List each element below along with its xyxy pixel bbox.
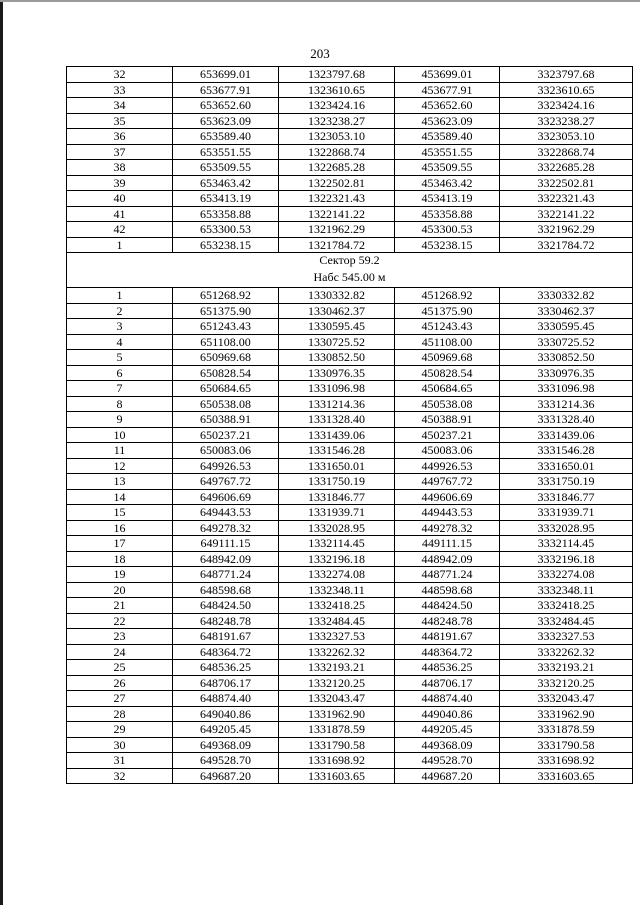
x-coordinate-cell: 653300.53 (173, 222, 279, 238)
x-coordinate-cell: 648771.24 (173, 567, 279, 583)
y-coordinate-alt-cell: 3332418.25 (500, 598, 633, 614)
x-coordinate-cell: 653551.55 (173, 144, 279, 160)
y-coordinate-cell: 1331962.90 (279, 706, 395, 722)
table-row (67, 237, 633, 253)
x-coordinate-cell: 653509.55 (173, 160, 279, 176)
y-coordinate-cell: 1332193.21 (279, 660, 395, 676)
y-coordinate-cell: 1331790.58 (279, 737, 395, 753)
x-coordinate-cell: 653413.19 (173, 191, 279, 207)
point-number-cell: 1 (67, 237, 173, 253)
table-row (67, 536, 633, 552)
x-coordinate-alt-cell: 448364.72 (395, 644, 500, 660)
table-row (67, 365, 633, 381)
y-coordinate-cell: 1332028.95 (279, 520, 395, 536)
point-number-cell: 38 (67, 160, 173, 176)
point-number-cell: 18 (67, 551, 173, 567)
y-coordinate-alt-cell: 3331214.36 (500, 396, 633, 412)
page-number: 203 (310, 46, 330, 61)
table-row (67, 412, 633, 428)
x-coordinate-cell: 650538.08 (173, 396, 279, 412)
y-coordinate-alt-cell: 3323424.16 (500, 98, 633, 114)
x-coordinate-cell: 648874.40 (173, 691, 279, 707)
table-row (67, 129, 633, 145)
y-coordinate-alt-cell: 3331328.40 (500, 412, 633, 428)
x-coordinate-alt-cell: 449040.86 (395, 706, 500, 722)
x-coordinate-alt-cell: 448424.50 (395, 598, 500, 614)
x-coordinate-cell: 649606.69 (173, 489, 279, 505)
x-coordinate-cell: 648706.17 (173, 675, 279, 691)
table-row (67, 582, 633, 598)
x-coordinate-alt-cell: 450388.91 (395, 412, 500, 428)
x-coordinate-alt-cell: 453509.55 (395, 160, 500, 176)
x-coordinate-alt-cell: 449205.45 (395, 722, 500, 738)
x-coordinate-alt-cell: 451375.90 (395, 303, 500, 319)
y-coordinate-alt-cell: 3332114.45 (500, 536, 633, 552)
y-coordinate-alt-cell: 3323610.65 (500, 82, 633, 98)
y-coordinate-alt-cell: 3332274.08 (500, 567, 633, 583)
x-coordinate-cell: 650237.21 (173, 427, 279, 443)
y-coordinate-alt-cell: 3331439.06 (500, 427, 633, 443)
y-coordinate-alt-cell: 3323797.68 (500, 67, 633, 83)
x-coordinate-cell: 649926.53 (173, 458, 279, 474)
y-coordinate-alt-cell: 3331878.59 (500, 722, 633, 738)
table-row (67, 722, 633, 738)
x-coordinate-alt-cell: 448942.09 (395, 551, 500, 567)
y-coordinate-cell: 1322685.28 (279, 160, 395, 176)
point-number-cell: 6 (67, 365, 173, 381)
x-coordinate-alt-cell: 448248.78 (395, 613, 500, 629)
table-row (67, 160, 633, 176)
y-coordinate-alt-cell: 3330725.52 (500, 334, 633, 350)
x-coordinate-cell: 650388.91 (173, 412, 279, 428)
y-coordinate-cell: 1322321.43 (279, 191, 395, 207)
x-coordinate-cell: 649111.15 (173, 536, 279, 552)
table-row (67, 474, 633, 490)
x-coordinate-alt-cell: 453300.53 (395, 222, 500, 238)
y-coordinate-alt-cell: 3332484.45 (500, 613, 633, 629)
point-number-cell: 3 (67, 319, 173, 335)
table-row (67, 737, 633, 753)
y-coordinate-cell: 1323053.10 (279, 129, 395, 145)
y-coordinate-cell: 1331546.28 (279, 443, 395, 459)
y-coordinate-cell: 1331698.92 (279, 753, 395, 769)
y-coordinate-cell: 1322141.22 (279, 206, 395, 222)
point-number-cell: 35 (67, 113, 173, 129)
table-row (67, 206, 633, 222)
y-coordinate-cell: 1323797.68 (279, 67, 395, 83)
y-coordinate-alt-cell: 3322321.43 (500, 191, 633, 207)
x-coordinate-alt-cell: 453551.55 (395, 144, 500, 160)
x-coordinate-cell: 649040.86 (173, 706, 279, 722)
y-coordinate-alt-cell: 3331790.58 (500, 737, 633, 753)
y-coordinate-alt-cell: 3332196.18 (500, 551, 633, 567)
y-coordinate-alt-cell: 3332193.21 (500, 660, 633, 676)
x-coordinate-cell: 648598.68 (173, 582, 279, 598)
y-coordinate-cell: 1330332.82 (279, 288, 395, 304)
x-coordinate-alt-cell: 453413.19 (395, 191, 500, 207)
y-coordinate-alt-cell: 3322868.74 (500, 144, 633, 160)
x-coordinate-alt-cell: 450684.65 (395, 381, 500, 397)
x-coordinate-cell: 648248.78 (173, 613, 279, 629)
x-coordinate-alt-cell: 450828.54 (395, 365, 500, 381)
x-coordinate-cell: 650969.68 (173, 350, 279, 366)
y-coordinate-alt-cell: 3331750.19 (500, 474, 633, 490)
table-body-after-sector (67, 288, 633, 784)
coordinates-table (66, 66, 633, 784)
y-coordinate-cell: 1321962.29 (279, 222, 395, 238)
y-coordinate-cell: 1331214.36 (279, 396, 395, 412)
point-number-cell: 26 (67, 675, 173, 691)
y-coordinate-alt-cell: 3331603.65 (500, 768, 633, 784)
y-coordinate-cell: 1323610.65 (279, 82, 395, 98)
y-coordinate-cell: 1332348.11 (279, 582, 395, 598)
y-coordinate-cell: 1332418.25 (279, 598, 395, 614)
table-row (67, 113, 633, 129)
x-coordinate-alt-cell: 448536.25 (395, 660, 500, 676)
sector-header-cell (67, 253, 633, 288)
point-number-cell: 32 (67, 67, 173, 83)
y-coordinate-alt-cell: 3330852.50 (500, 350, 633, 366)
point-number-cell: 14 (67, 489, 173, 505)
table-row (67, 458, 633, 474)
y-coordinate-cell: 1332120.25 (279, 675, 395, 691)
table-row (67, 443, 633, 459)
x-coordinate-alt-cell: 449606.69 (395, 489, 500, 505)
x-coordinate-alt-cell: 448191.67 (395, 629, 500, 645)
x-coordinate-cell: 650083.06 (173, 443, 279, 459)
y-coordinate-alt-cell: 3332348.11 (500, 582, 633, 598)
x-coordinate-cell: 650828.54 (173, 365, 279, 381)
y-coordinate-alt-cell: 3331650.01 (500, 458, 633, 474)
y-coordinate-alt-cell: 3323053.10 (500, 129, 633, 145)
x-coordinate-cell: 653652.60 (173, 98, 279, 114)
x-coordinate-alt-cell: 453623.09 (395, 113, 500, 129)
table-row (67, 706, 633, 722)
y-coordinate-alt-cell: 3330976.35 (500, 365, 633, 381)
point-number-cell: 16 (67, 520, 173, 536)
table-row (67, 644, 633, 660)
point-number-cell: 34 (67, 98, 173, 114)
table-row (67, 691, 633, 707)
table-row (67, 303, 633, 319)
y-coordinate-alt-cell: 3322685.28 (500, 160, 633, 176)
y-coordinate-cell: 1322502.81 (279, 175, 395, 191)
table-row (67, 67, 633, 83)
x-coordinate-alt-cell: 449528.70 (395, 753, 500, 769)
y-coordinate-cell: 1332196.18 (279, 551, 395, 567)
table-row (67, 191, 633, 207)
x-coordinate-alt-cell: 453589.40 (395, 129, 500, 145)
y-coordinate-cell: 1322868.74 (279, 144, 395, 160)
table-row (67, 288, 633, 304)
table-body-before-sector (67, 67, 633, 253)
x-coordinate-cell: 651268.92 (173, 288, 279, 304)
point-number-cell: 33 (67, 82, 173, 98)
y-coordinate-cell: 1331439.06 (279, 427, 395, 443)
y-coordinate-cell: 1332262.32 (279, 644, 395, 660)
point-number-cell: 39 (67, 175, 173, 191)
table-row (67, 489, 633, 505)
y-coordinate-alt-cell: 3332120.25 (500, 675, 633, 691)
y-coordinate-alt-cell: 3330332.82 (500, 288, 633, 304)
point-number-cell: 11 (67, 443, 173, 459)
x-coordinate-cell: 648942.09 (173, 551, 279, 567)
table-row (67, 660, 633, 676)
point-number-cell: 27 (67, 691, 173, 707)
table-row (67, 505, 633, 521)
y-coordinate-cell: 1330976.35 (279, 365, 395, 381)
y-coordinate-cell: 1331096.98 (279, 381, 395, 397)
point-number-cell: 32 (67, 768, 173, 784)
y-coordinate-alt-cell: 3331939.71 (500, 505, 633, 521)
table-row (67, 427, 633, 443)
table-row (67, 222, 633, 238)
point-number-cell: 15 (67, 505, 173, 521)
table-row (67, 551, 633, 567)
y-coordinate-cell: 1330725.52 (279, 334, 395, 350)
x-coordinate-alt-cell: 451108.00 (395, 334, 500, 350)
y-coordinate-cell: 1331603.65 (279, 768, 395, 784)
x-coordinate-alt-cell: 453652.60 (395, 98, 500, 114)
y-coordinate-alt-cell: 3332028.95 (500, 520, 633, 536)
table-row (67, 334, 633, 350)
point-number-cell: 41 (67, 206, 173, 222)
table-row (67, 144, 633, 160)
table-row (67, 598, 633, 614)
x-coordinate-cell: 653677.91 (173, 82, 279, 98)
y-coordinate-alt-cell: 3332262.32 (500, 644, 633, 660)
x-coordinate-alt-cell: 451268.92 (395, 288, 500, 304)
x-coordinate-alt-cell: 453463.42 (395, 175, 500, 191)
point-number-cell: 36 (67, 129, 173, 145)
y-coordinate-cell: 1332327.53 (279, 629, 395, 645)
x-coordinate-cell: 649443.53 (173, 505, 279, 521)
x-coordinate-cell: 649528.70 (173, 753, 279, 769)
x-coordinate-alt-cell: 449687.20 (395, 768, 500, 784)
x-coordinate-cell: 648191.67 (173, 629, 279, 645)
point-number-cell: 28 (67, 706, 173, 722)
y-coordinate-alt-cell: 3321784.72 (500, 237, 633, 253)
x-coordinate-cell: 653589.40 (173, 129, 279, 145)
point-number-cell: 13 (67, 474, 173, 490)
y-coordinate-cell: 1332274.08 (279, 567, 395, 583)
x-coordinate-cell: 648536.25 (173, 660, 279, 676)
table-row (67, 629, 633, 645)
y-coordinate-alt-cell: 3323238.27 (500, 113, 633, 129)
x-coordinate-cell: 651108.00 (173, 334, 279, 350)
x-coordinate-cell: 653463.42 (173, 175, 279, 191)
point-number-cell: 30 (67, 737, 173, 753)
y-coordinate-cell: 1332043.47 (279, 691, 395, 707)
point-number-cell: 31 (67, 753, 173, 769)
x-coordinate-alt-cell: 453358.88 (395, 206, 500, 222)
y-coordinate-cell: 1323238.27 (279, 113, 395, 129)
point-number-cell: 25 (67, 660, 173, 676)
scan-left-edge (0, 0, 3, 905)
y-coordinate-cell: 1332114.45 (279, 536, 395, 552)
sector-elevation: Набс 545.00 м (313, 270, 386, 284)
x-coordinate-alt-cell: 449368.09 (395, 737, 500, 753)
point-number-cell: 2 (67, 303, 173, 319)
y-coordinate-cell: 1331750.19 (279, 474, 395, 490)
table-row (67, 675, 633, 691)
y-coordinate-cell: 1330595.45 (279, 319, 395, 335)
y-coordinate-cell: 1332484.45 (279, 613, 395, 629)
y-coordinate-alt-cell: 3331846.77 (500, 489, 633, 505)
y-coordinate-alt-cell: 3332043.47 (500, 691, 633, 707)
y-coordinate-alt-cell: 3330595.45 (500, 319, 633, 335)
table-row (67, 768, 633, 784)
table-row (67, 520, 633, 536)
table-row (67, 753, 633, 769)
y-coordinate-alt-cell: 3322141.22 (500, 206, 633, 222)
x-coordinate-alt-cell: 448706.17 (395, 675, 500, 691)
x-coordinate-cell: 650684.65 (173, 381, 279, 397)
y-coordinate-cell: 1331939.71 (279, 505, 395, 521)
y-coordinate-alt-cell: 3332327.53 (500, 629, 633, 645)
point-number-cell: 19 (67, 567, 173, 583)
x-coordinate-cell: 653358.88 (173, 206, 279, 222)
x-coordinate-alt-cell: 449926.53 (395, 458, 500, 474)
point-number-cell: 24 (67, 644, 173, 660)
x-coordinate-cell: 651375.90 (173, 303, 279, 319)
x-coordinate-cell: 653623.09 (173, 113, 279, 129)
point-number-cell: 8 (67, 396, 173, 412)
y-coordinate-alt-cell: 3331546.28 (500, 443, 633, 459)
x-coordinate-cell: 649767.72 (173, 474, 279, 490)
point-number-cell: 37 (67, 144, 173, 160)
x-coordinate-cell: 649278.32 (173, 520, 279, 536)
x-coordinate-alt-cell: 453699.01 (395, 67, 500, 83)
x-coordinate-cell: 653699.01 (173, 67, 279, 83)
point-number-cell: 20 (67, 582, 173, 598)
point-number-cell: 17 (67, 536, 173, 552)
table-row (67, 175, 633, 191)
y-coordinate-cell: 1330462.37 (279, 303, 395, 319)
point-number-cell: 10 (67, 427, 173, 443)
point-number-cell: 9 (67, 412, 173, 428)
x-coordinate-alt-cell: 450538.08 (395, 396, 500, 412)
x-coordinate-alt-cell: 450083.06 (395, 443, 500, 459)
x-coordinate-alt-cell: 453677.91 (395, 82, 500, 98)
table-row (67, 82, 633, 98)
point-number-cell: 1 (67, 288, 173, 304)
sector-title: Сектор 59.2 (319, 253, 380, 267)
x-coordinate-alt-cell: 448874.40 (395, 691, 500, 707)
y-coordinate-cell: 1331846.77 (279, 489, 395, 505)
table-row (67, 567, 633, 583)
y-coordinate-alt-cell: 3330462.37 (500, 303, 633, 319)
point-number-cell: 5 (67, 350, 173, 366)
y-coordinate-cell: 1323424.16 (279, 98, 395, 114)
table-row (67, 319, 633, 335)
y-coordinate-alt-cell: 3331962.90 (500, 706, 633, 722)
point-number-cell: 4 (67, 334, 173, 350)
table-row (67, 613, 633, 629)
x-coordinate-alt-cell: 451243.43 (395, 319, 500, 335)
table-row (67, 350, 633, 366)
y-coordinate-alt-cell: 3331698.92 (500, 753, 633, 769)
point-number-cell: 23 (67, 629, 173, 645)
x-coordinate-cell: 651243.43 (173, 319, 279, 335)
y-coordinate-cell: 1331650.01 (279, 458, 395, 474)
y-coordinate-cell: 1321784.72 (279, 237, 395, 253)
table-row (67, 381, 633, 397)
x-coordinate-cell: 653238.15 (173, 237, 279, 253)
x-coordinate-alt-cell: 449443.53 (395, 505, 500, 521)
x-coordinate-cell: 648424.50 (173, 598, 279, 614)
x-coordinate-cell: 649368.09 (173, 737, 279, 753)
sector-header-row (67, 253, 633, 288)
point-number-cell: 22 (67, 613, 173, 629)
scan-top-edge (0, 0, 640, 2)
y-coordinate-alt-cell: 3331096.98 (500, 381, 633, 397)
x-coordinate-cell: 648364.72 (173, 644, 279, 660)
x-coordinate-alt-cell: 453238.15 (395, 237, 500, 253)
point-number-cell: 42 (67, 222, 173, 238)
y-coordinate-alt-cell: 3322502.81 (500, 175, 633, 191)
x-coordinate-alt-cell: 449278.32 (395, 520, 500, 536)
x-coordinate-alt-cell: 448771.24 (395, 567, 500, 583)
x-coordinate-alt-cell: 450237.21 (395, 427, 500, 443)
y-coordinate-cell: 1330852.50 (279, 350, 395, 366)
y-coordinate-alt-cell: 3321962.29 (500, 222, 633, 238)
y-coordinate-cell: 1331878.59 (279, 722, 395, 738)
point-number-cell: 21 (67, 598, 173, 614)
table-row (67, 98, 633, 114)
x-coordinate-cell: 649205.45 (173, 722, 279, 738)
point-number-cell: 29 (67, 722, 173, 738)
point-number-cell: 12 (67, 458, 173, 474)
sector-header-group (67, 253, 633, 288)
table-row (67, 396, 633, 412)
point-number-cell: 40 (67, 191, 173, 207)
point-number-cell: 7 (67, 381, 173, 397)
y-coordinate-cell: 1331328.40 (279, 412, 395, 428)
x-coordinate-alt-cell: 448598.68 (395, 582, 500, 598)
x-coordinate-alt-cell: 450969.68 (395, 350, 500, 366)
x-coordinate-cell: 649687.20 (173, 768, 279, 784)
x-coordinate-alt-cell: 449767.72 (395, 474, 500, 490)
x-coordinate-alt-cell: 449111.15 (395, 536, 500, 552)
